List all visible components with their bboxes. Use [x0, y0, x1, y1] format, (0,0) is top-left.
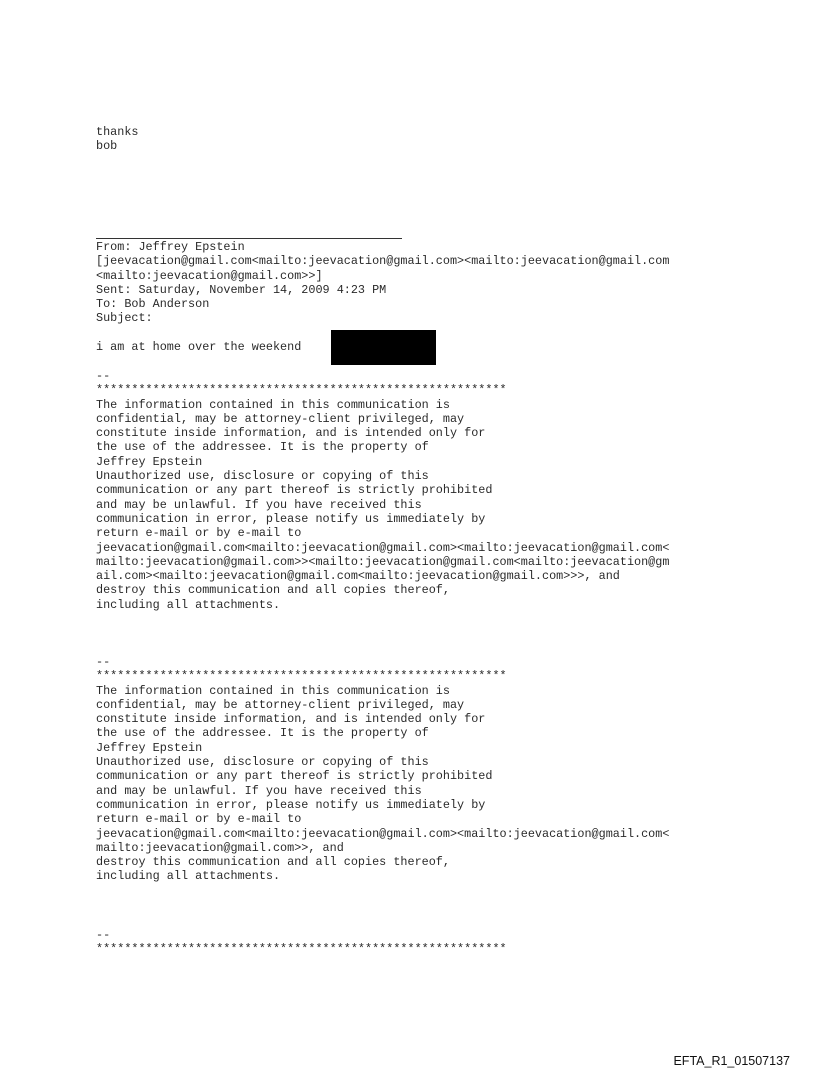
disclaimer-block [96, 928, 507, 957]
message-body: i am at home over the weekend [96, 340, 302, 354]
disclaimer-line: confidential, may be attorney-client privileged, may [96, 697, 465, 712]
disclaimer-line: destroy this communication and all copies thereof, [96, 855, 450, 870]
header-to: To: Bob Anderson [96, 297, 210, 312]
quote-divider [96, 238, 402, 239]
disclaimer-line: the use of the addressee. It is the property of [96, 440, 429, 455]
disclaimer-line: the use of the addressee. It is the property of [96, 726, 429, 741]
disclaimer-line: constitute inside information, and is intended only for [96, 426, 486, 441]
disclaimer-line: and may be unlawful. If you have received this [96, 783, 422, 798]
disclaimer-line: communication in error, please notify us immediately by [96, 797, 486, 812]
disclaimer-line: jeevacation@gmail.com<mailto:jeevacation@gmail.com><mailto:jeevacation@gmail.com< [96, 540, 670, 555]
disclaimer-line: communication or any part thereof is strictly prohibited [96, 769, 493, 784]
disclaimer-line: -- [96, 655, 111, 669]
quoted-email-header [96, 240, 669, 326]
disclaimer-line: mailto:jeevacation@gmail.com>><mailto:jeevacation@gmail.com<mailto:jeevacation@gm [96, 554, 670, 569]
disclaimer-block [96, 369, 669, 612]
disclaimer-line: confidential, may be attorney-client privileged, may [96, 411, 465, 426]
signoff-line: thanks [96, 125, 139, 139]
disclaimer-line: return e-mail or by e-mail to [96, 812, 302, 827]
disclaimer-line: Unauthorized use, disclosure or copying of this [96, 755, 429, 770]
disclaimer-line: ********************************************************** [96, 942, 507, 957]
disclaimer-line: jeevacation@gmail.com<mailto:jeevacation@gmail.com><mailto:jeevacation@gmail.com< [96, 826, 670, 841]
header-from: From: Jeffrey Epstein [96, 240, 245, 254]
header-from-address: <mailto:jeevacation@gmail.com>>] [96, 268, 323, 283]
signoff-line: bob [96, 139, 118, 154]
disclaimer-line: ********************************************************** [96, 669, 507, 684]
disclaimer-line: and may be unlawful. If you have received this [96, 497, 422, 512]
disclaimer-block [96, 655, 669, 884]
disclaimer-line: constitute inside information, and is intended only for [96, 712, 486, 727]
disclaimer-line: communication or any part thereof is strictly prohibited [96, 483, 493, 498]
disclaimer-line: ail.com><mailto:jeevacation@gmail.com<mailto:jeevacation@gmail.com>>>, and [96, 569, 620, 584]
document-id: EFTA_R1_01507137 [673, 1054, 790, 1068]
header-sent: Sent: Saturday, November 14, 2009 4:23 PM [96, 282, 387, 297]
signoff-block [96, 125, 138, 154]
disclaimer-line: Jeffrey Epstein [96, 454, 203, 469]
disclaimer-line: return e-mail or by e-mail to [96, 526, 302, 541]
disclaimer-line: The information contained in this communication is [96, 397, 450, 412]
header-subject: Subject: [96, 311, 153, 326]
disclaimer-line: Unauthorized use, disclosure or copying of this [96, 469, 429, 484]
redaction-box [331, 330, 436, 365]
disclaimer-line: ********************************************************** [96, 383, 507, 398]
disclaimer-line: including all attachments. [96, 597, 281, 612]
disclaimer-line: -- [96, 928, 111, 942]
disclaimer-line: destroy this communication and all copies thereof, [96, 583, 450, 598]
header-from-address: [jeevacation@gmail.com<mailto:jeevacation@gmail.com><mailto:jeevacation@gmail.com [96, 254, 670, 269]
disclaimer-line: including all attachments. [96, 869, 281, 884]
disclaimer-line: mailto:jeevacation@gmail.com>>, and [96, 840, 344, 855]
disclaimer-line: Jeffrey Epstein [96, 740, 203, 755]
disclaimer-line: communication in error, please notify us immediately by [96, 511, 486, 526]
disclaimer-line: -- [96, 369, 111, 383]
disclaimer-line: The information contained in this communication is [96, 683, 450, 698]
